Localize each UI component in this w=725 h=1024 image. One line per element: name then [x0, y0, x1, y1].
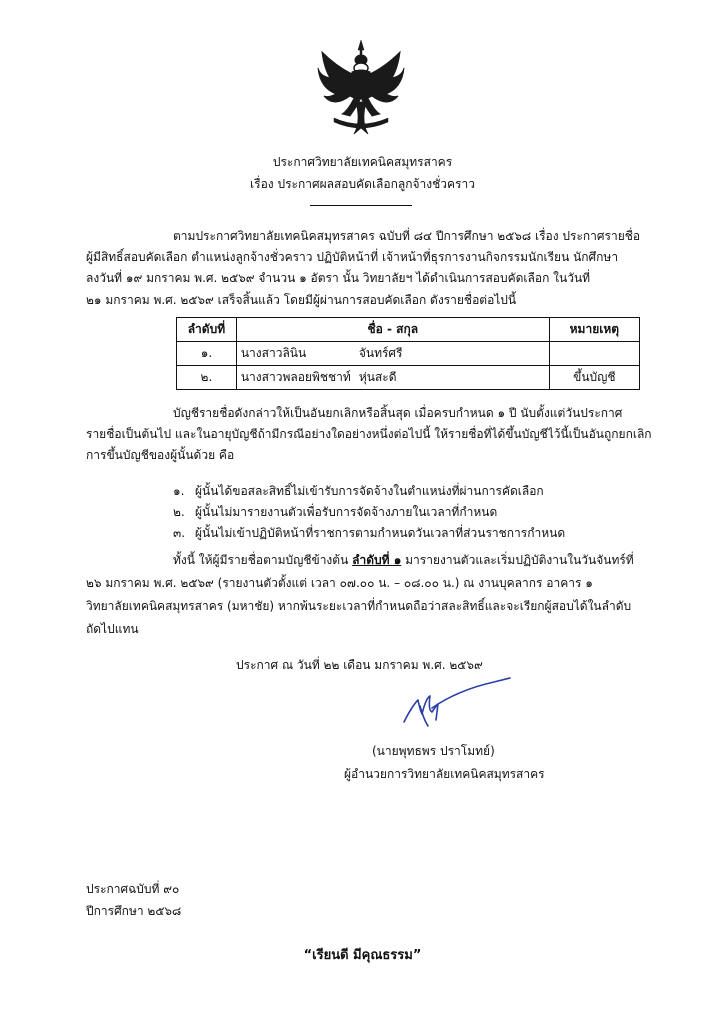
row-remark [549, 342, 639, 366]
table-row [177, 366, 640, 390]
header-order-no: ลำดับที่ [177, 318, 237, 342]
announcement-date: ประกาศ ณ วันที่ ๒๒ เดือน มกราคม พ.ศ. ๒๕๖๙ [236, 658, 483, 672]
condition-item [173, 502, 497, 522]
table-row [177, 342, 640, 366]
garuda-emblem-icon [316, 38, 406, 138]
signatory-position: ผู้อำนวยการวิทยาลัยเทคนิคสมุทรสาคร [344, 767, 545, 781]
header-divider [310, 205, 412, 206]
condition-text: ผู้นั้นไม่เข้าปฏิบัติหน้าที่ราชการตามกำหนดวันเวลาที่ส่วนราชการกำหนด [195, 526, 566, 540]
instruction-emphasis: ลำดับที่ ๑ [352, 553, 402, 567]
instruction-line-2: ๒๖ มกราคม พ.ศ. ๒๕๖๙ (รายงานตัวตั้งแต่ เวลา ๐๗.๐๐ น. – ๐๘.๐๐ น.) ณ งานบุคลากร อาคาร ๑ [86, 576, 593, 590]
row-full-name [236, 366, 549, 390]
intro-line-4: ๒๑ มกราคม พ.ศ. ๒๕๖๙ เสร็จสิ้นแล้ว โดยมีผู้ผ่านการสอบคัดเลือก ดังรายชื่อต่อไปนี้ [86, 293, 517, 307]
issuer-title: ประกาศวิทยาลัยเทคนิคสมุทรสาคร [272, 155, 453, 169]
header-remark: หมายเหตุ [549, 318, 639, 342]
surname: หุ่นสะดี [358, 370, 397, 384]
header-full-name: ชื่อ - สกุล [236, 318, 549, 342]
instruction-line-3: วิทยาลัยเทคนิคสมุทรสาคร (มหาชัย) หากพ้นระยะเวลาที่กำหนดถือว่าสละสิทธิ์และจะเรียกผู้สอบได้ในลำดับ [86, 599, 632, 613]
given-name: นางสาวลินิน [240, 346, 307, 360]
academic-year: ปีการศึกษา ๒๕๖๘ [86, 904, 182, 918]
subject-title: เรื่อง ประกาศผลสอบคัดเลือกลูกจ้างชั่วคราว [250, 177, 475, 191]
condition-number: ๑. [173, 484, 185, 498]
condition-item [173, 481, 544, 501]
row-remark: ขึ้นบัญชี [549, 366, 639, 390]
announcement-number: ประกาศฉบับที่ ๙๐ [86, 882, 180, 896]
instruction-tail: มารายงานตัวและเริ่มปฏิบัติงานในวันจันทร์ที่ [401, 553, 634, 567]
intro-line-2: ผู้มีสิทธิ์สอบคัดเลือก ตำแหน่งลูกจ้างชั่วคราว ปฏิบัติหน้าที่ เจ้าหน้าที่ธุรการงานกิจกรรมนักเรียน นักศึกษา [86, 250, 619, 264]
instruction-line-4: ถัดไปแทน [86, 622, 139, 636]
condition-number: ๓. [173, 526, 186, 540]
table-header-row [177, 318, 640, 342]
row-order-no: ๒. [177, 366, 237, 390]
instruction-line-1 [173, 550, 634, 571]
instruction-lead: ทั้งนี้ ให้ผู้มีรายชื่อตามบัญชีข้างต้น [173, 553, 353, 567]
condition-item [173, 523, 565, 543]
validity-line-3: การขึ้นบัญชีของผู้นั้นด้วย คือ [86, 448, 235, 462]
signatory-name: (นายพุทธพร ปราโมทย์) [372, 744, 495, 758]
row-order-no: ๑. [177, 342, 237, 366]
surname: จันทร์ศรี [358, 346, 403, 360]
results-table [176, 317, 640, 390]
validity-line-1: บัญชีรายชื่อดังกล่าวให้เป็นอันยกเลิกหรือสิ้นสุด เมื่อครบกำหนด ๑ ปี นับตั้งแต่วันประกาศ [173, 406, 623, 420]
condition-number: ๒. [173, 505, 185, 519]
row-full-name [236, 342, 549, 366]
handwritten-signature-icon [398, 676, 518, 732]
given-name: นางสาวพลอยพิชชาท์ [240, 370, 351, 384]
intro-line-3: ลงวันที่ ๑๙ มกราคม พ.ศ. ๒๕๖๙ จำนวน ๑ อัตรา นั้น วิทยาลัยฯ ได้ดำเนินการสอบคัดเลือก ในวันที่ [86, 271, 591, 285]
intro-line-1: ตามประกาศวิทยาลัยเทคนิคสมุทรสาคร ฉบับที่ ๘๔ ปีการศึกษา ๒๕๖๘ เรื่อง ประกาศรายชื่อ [173, 229, 641, 243]
condition-text: ผู้นั้นไม่มารายงานตัวเพื่อรับการจัดจ้างภายในเวลาที่กำหนด [195, 505, 498, 519]
validity-line-2: รายชื่อเป็นต้นไป และในอายุบัญชีถ้ามีกรณีอย่างใดอย่างหนึ่งต่อไปนี้ ให้รายชื่อที่ได้ขึ้นบัญชีไว้นี้เป็นอันถูกยกเลิก [86, 427, 652, 441]
condition-text: ผู้นั้นได้ขอสละสิทธิ์ไม่เข้ารับการจัดจ้างในตำแหน่งที่ผ่านการคัดเลือก [195, 484, 544, 498]
school-motto: “เรียนดี มีคุณธรรม” [303, 948, 422, 963]
